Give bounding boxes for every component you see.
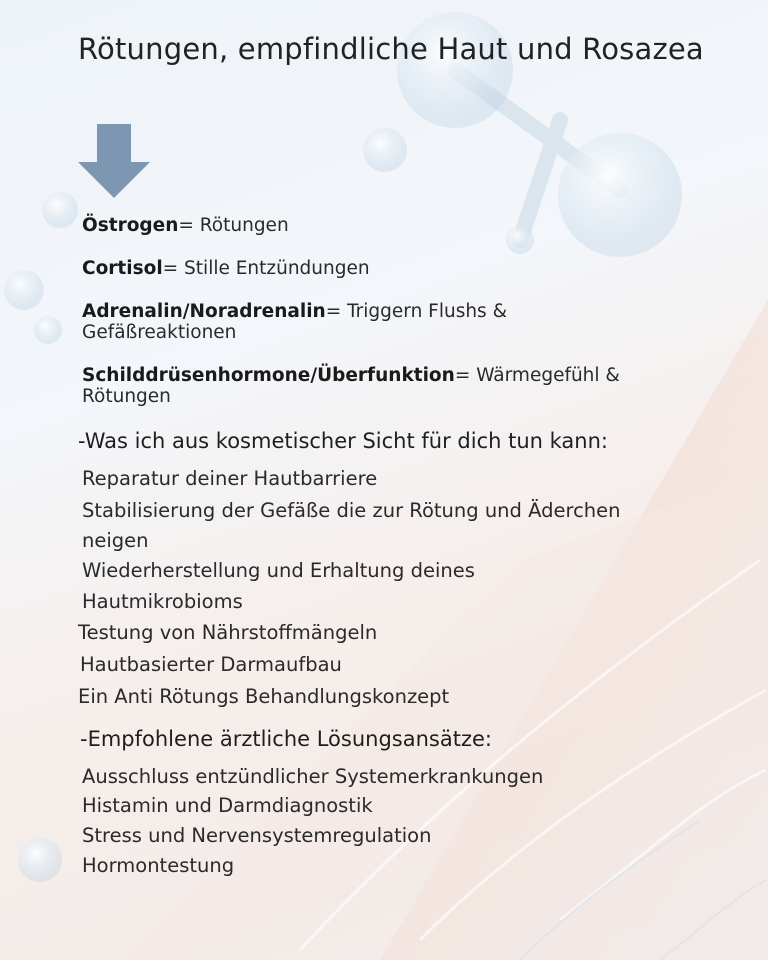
hormone-effect: = Rötungen <box>178 215 289 236</box>
hormone-effect: = Triggern Flushs & Gefäßreaktionen <box>82 301 507 343</box>
list-item: Hautbasierter Darmaufbau <box>80 653 342 676</box>
hormone-name: Cortisol <box>82 258 163 279</box>
hormone-item-adrenalin <box>82 301 602 343</box>
hormone-item-schilddruese <box>82 365 702 407</box>
hormone-item-cortisol <box>82 258 722 279</box>
list-item: Ein Anti Rötungs Behandlungskonzept <box>78 685 450 708</box>
list-item: Stress und Nervensystemregulation <box>82 824 432 847</box>
list-item: Histamin und Darmdiagnostik <box>82 794 373 817</box>
hormone-effect: = Wärmegefühl & Rötungen <box>82 365 620 407</box>
hormone-name: Östrogen <box>82 215 179 236</box>
arrow-down-icon <box>78 124 150 198</box>
list-item: Testung von Nährstoffmängeln <box>78 621 378 644</box>
hormone-name: Schilddrüsenhormone/Überfunktion <box>82 365 455 386</box>
list-item: Ausschluss entzündlicher Systemerkrankungen <box>82 765 544 788</box>
list-item: Hormontestung <box>82 854 235 877</box>
list-item: Hautmikrobioms <box>82 590 243 613</box>
list-item: Reparatur deiner Hautbarriere <box>82 467 378 490</box>
cosmetic-heading: -Was ich aus kosmetischer Sicht für dich tun kann: <box>78 429 608 453</box>
hormone-effect: = Stille Entzündungen <box>162 258 370 279</box>
list-item: neigen <box>82 529 149 552</box>
list-item: Stabilisierung der Gefäße die zur Rötung und Äderchen <box>82 499 621 522</box>
medical-heading: -Empfohlene ärztliche Lösungsansätze: <box>80 727 492 751</box>
hormone-item-oestrogen <box>82 215 722 236</box>
hormone-name: Adrenalin/Noradrenalin <box>82 301 326 322</box>
page-title: Rötungen, empfindliche Haut und Rosazea <box>78 32 704 66</box>
list-item: Wiederherstellung und Erhaltung deines <box>82 559 475 582</box>
